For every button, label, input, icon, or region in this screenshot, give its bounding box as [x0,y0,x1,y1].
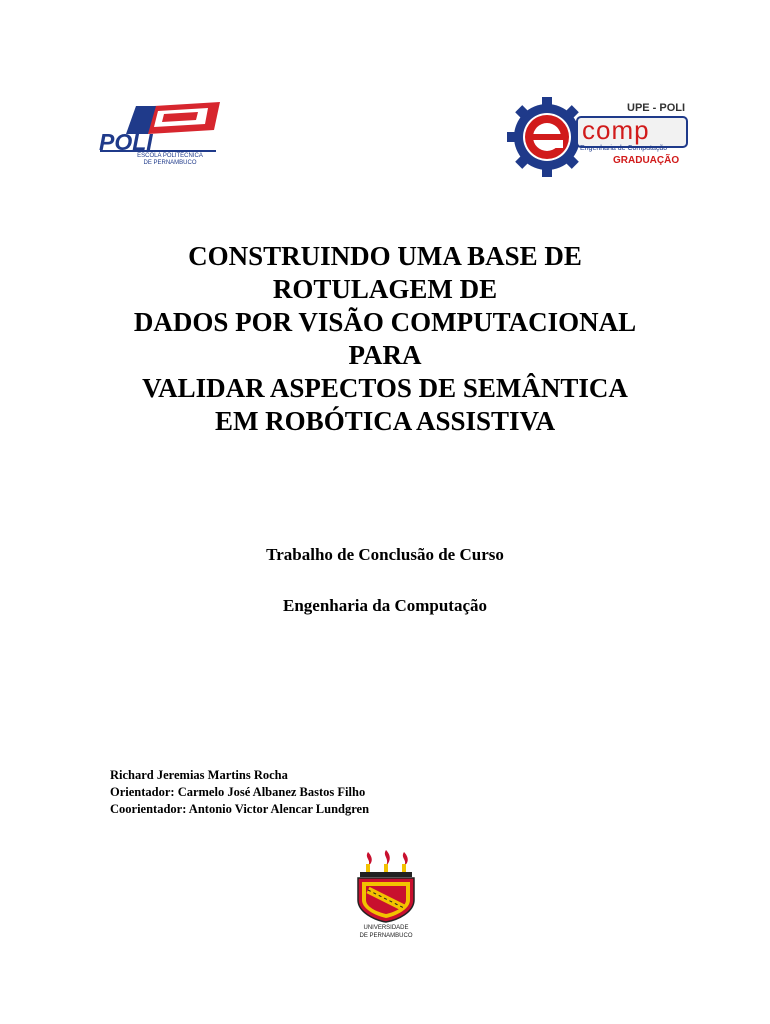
title-line: CONSTRUINDO UMA BASE DE [188,241,582,271]
ufpe-name-line1: UNIVERSIDADE [363,925,409,931]
course-name: Engenharia da Computação [282,596,488,615]
poli-wordmark: POLI [99,129,153,155]
ecomp-wordmark: comp [582,115,650,145]
ecomp-graduation-label: GRADUAÇÃO [613,155,680,166]
poli-subtitle-line1: ESCOLA POLITÉCNICA [137,153,203,159]
ecomp-subtitle: Engenharia de Computação [580,145,668,152]
ecomp-logo [505,97,695,179]
authors-block [110,767,369,818]
title-line: VALIDAR ASPECTOS DE SEMÂNTICA [142,373,628,403]
work-type: Trabalho de Conclusão de Curso [266,545,504,564]
ufpe-logo [348,848,424,944]
author-line: Richard Jeremias Martins Rocha [110,768,288,782]
poli-subtitle-line2: DE PERNAMBUCO [143,160,197,166]
title-line: DADOS POR VISÃO COMPUTACIONAL [133,307,637,337]
poli-logo [96,100,226,172]
title-line: PARA [348,340,422,370]
co-advisor-line: Coorientador: Antonio Victor Alencar Lundgren [110,802,370,816]
ecomp-top-label: UPE - POLI [627,102,686,114]
thesis-title [60,240,710,438]
ufpe-crest-icon [348,848,424,924]
ufpe-name-line2: DE PERNAMBUCO [359,933,413,939]
advisor-line: Orientador: Carmelo José Albanez Bastos Filho [110,785,366,799]
title-line: ROTULAGEM DE [272,274,498,304]
title-line: EM ROBÓTICA ASSISTIVA [214,406,556,436]
